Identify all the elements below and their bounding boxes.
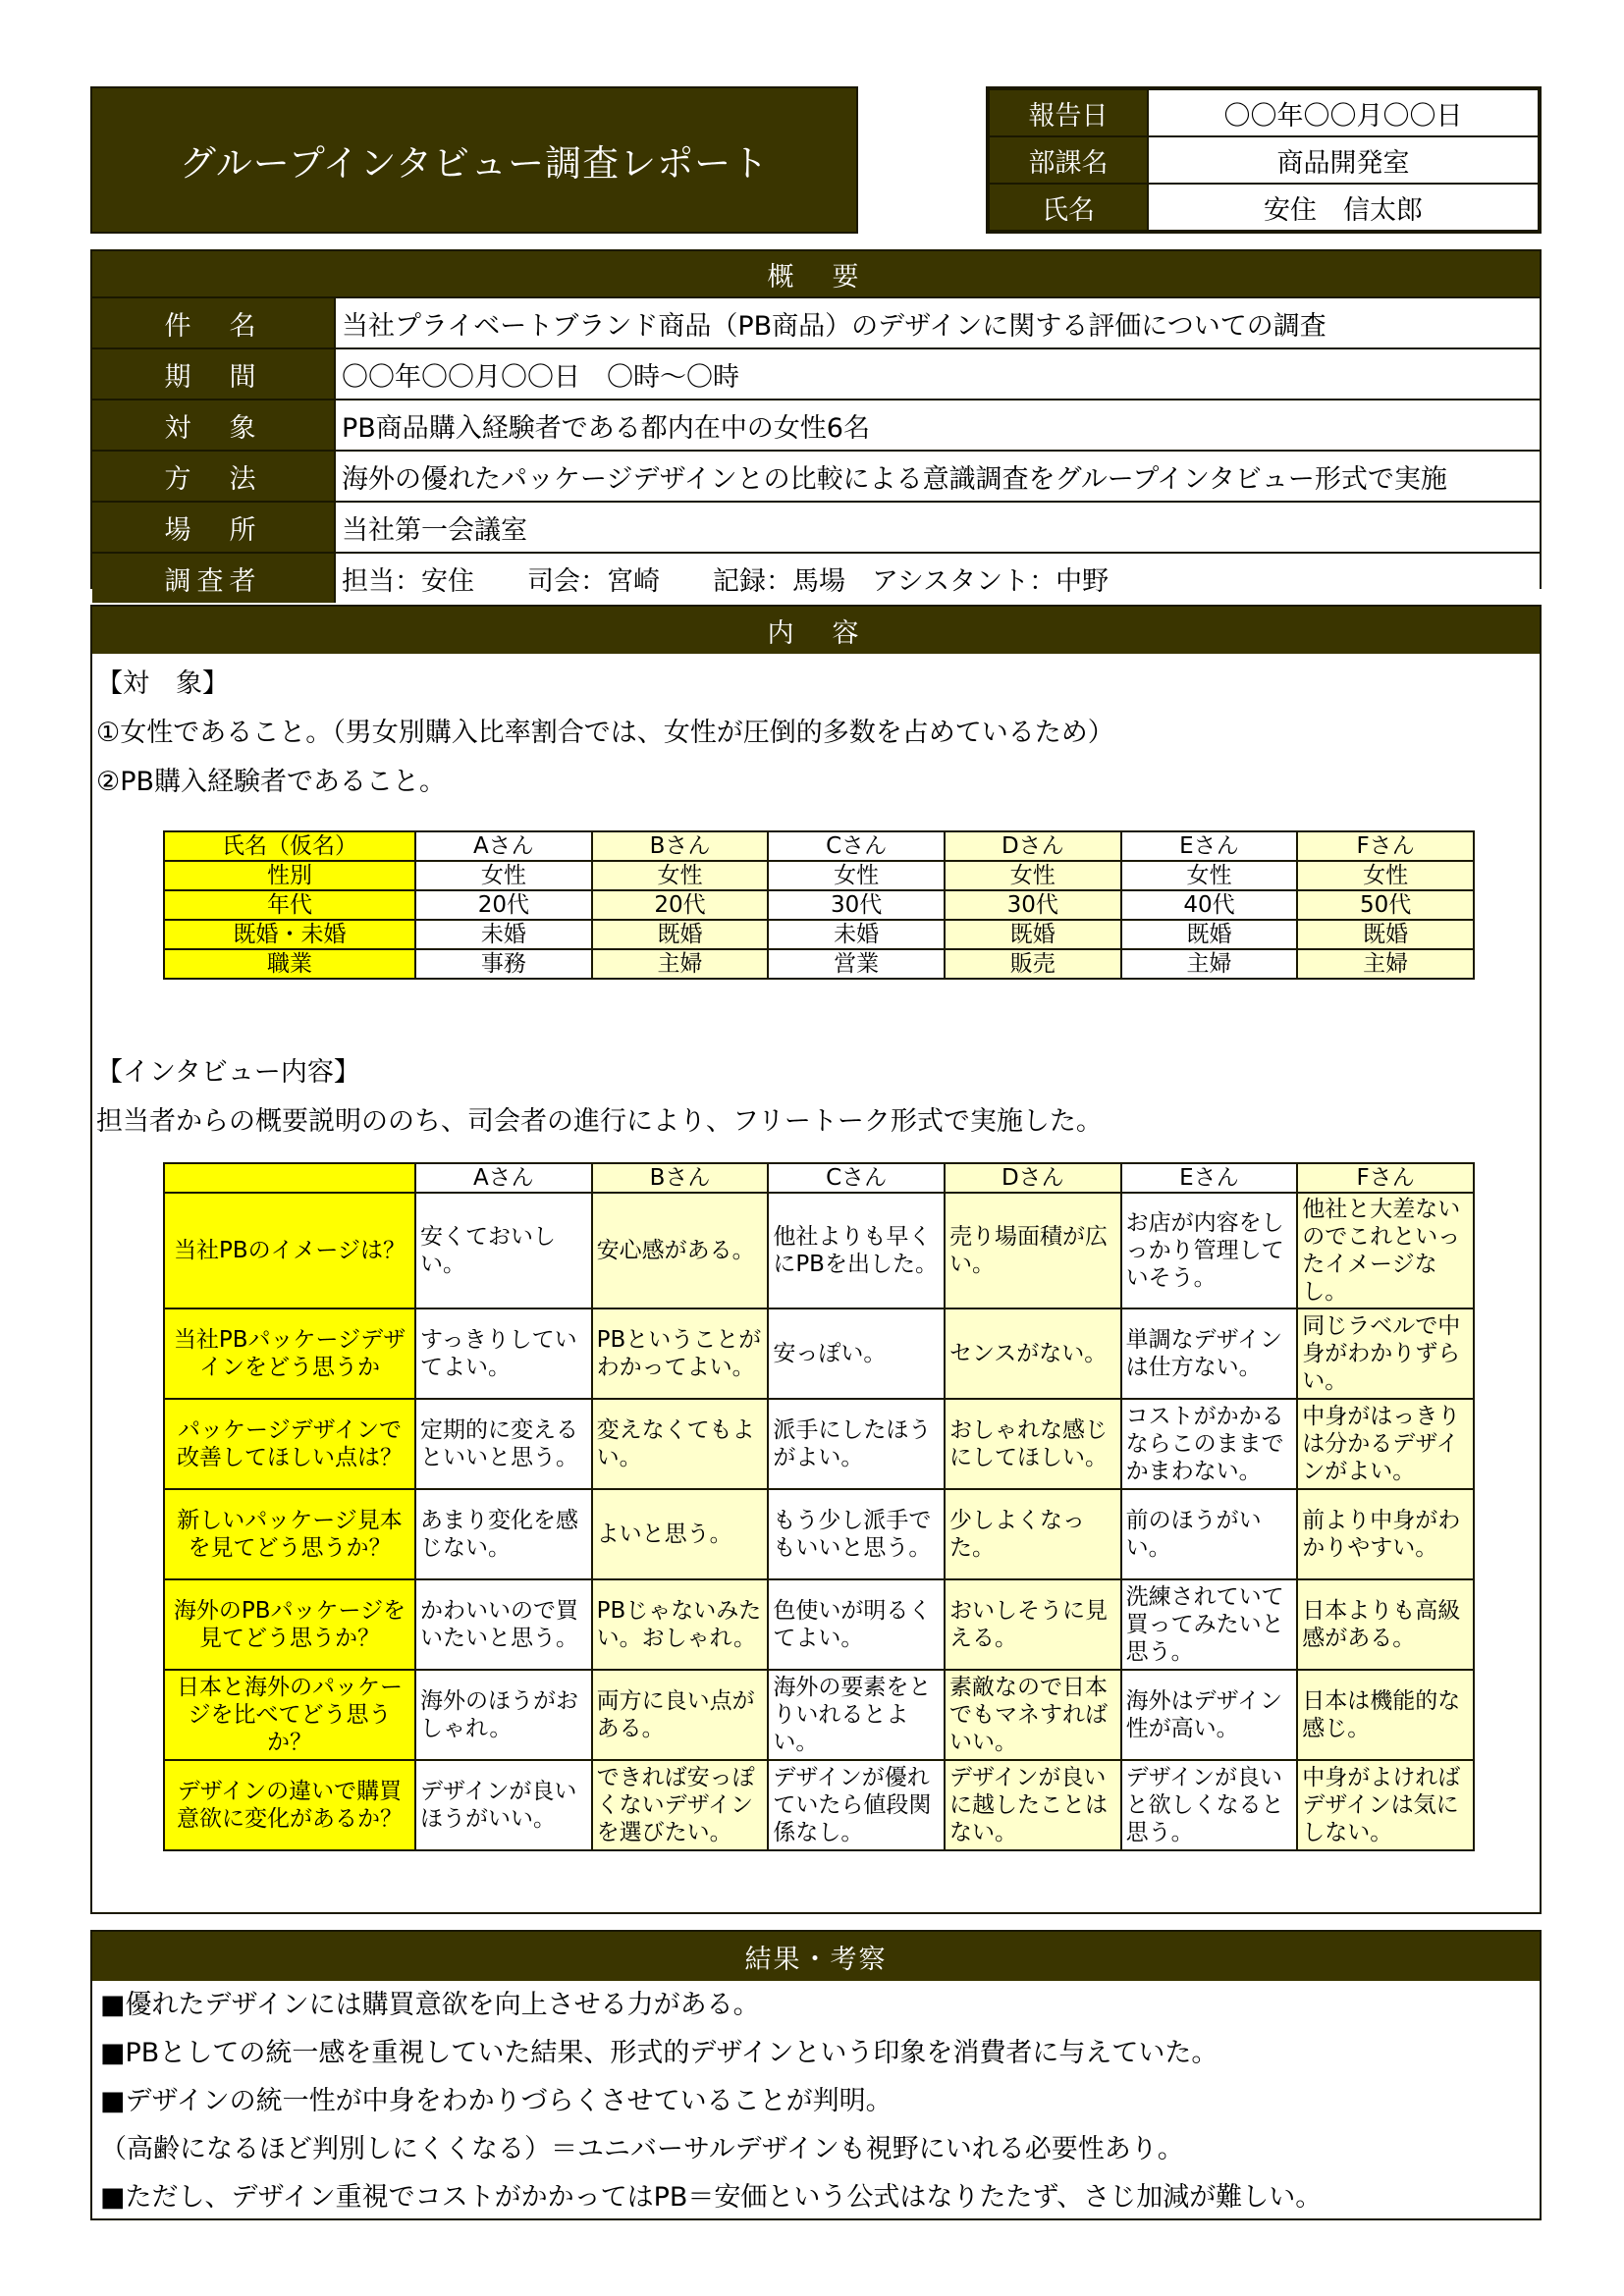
name-label: 氏名	[989, 184, 1148, 231]
profile-cell: 40代	[1121, 890, 1298, 920]
interview-answer: 安っぽい。	[768, 1308, 945, 1399]
table-row	[164, 1308, 1474, 1399]
profile-cell: 販売	[945, 949, 1121, 979]
interview-answer: 素敵なので日本でもマネすればいい。	[945, 1670, 1121, 1760]
profile-cell: 既婚	[945, 920, 1121, 949]
profile-cell: 20代	[592, 890, 769, 920]
interview-answer: 安心感がある。	[592, 1193, 769, 1308]
table-row	[164, 1670, 1474, 1760]
summary-label: 期 間	[164, 361, 262, 393]
profile-cell: 20代	[415, 890, 592, 920]
profile-cell: 既婚	[592, 920, 769, 949]
interview-answer: 前より中身がわかりやすい。	[1297, 1489, 1474, 1579]
interview-question: 海外のPBパッケージを見てどう思うか？	[164, 1579, 415, 1670]
profile-row-label: 性別	[164, 861, 415, 890]
table-row	[164, 1760, 1474, 1850]
interview-answer: 単調なデザインは仕方ない。	[1121, 1308, 1298, 1399]
profile-table	[163, 830, 1475, 980]
profile-row-label: 年代	[164, 890, 415, 920]
interview-answer: かわいいので買いたいと思う。	[415, 1579, 592, 1670]
interview-answer: 他社よりも早くにPBを出した。	[768, 1193, 945, 1308]
interview-answer: 派手にしたほうがよい。	[768, 1399, 945, 1489]
target-line: ①女性であること。（男女別購入比率割合では、女性が圧倒的多数を占めているため）	[96, 718, 1114, 748]
profile-cell: Cさん	[768, 831, 945, 861]
profile-cell: 女性	[592, 861, 769, 890]
interview-participant-header: Aさん	[415, 1163, 592, 1193]
interview-answer: 日本よりも高級感がある。	[1297, 1579, 1474, 1670]
interview-answer: 定期的に変えるといいと思う。	[415, 1399, 592, 1489]
table-row	[164, 920, 1474, 949]
interview-answer: 少しよくなった。	[945, 1489, 1121, 1579]
table-row	[164, 1489, 1474, 1579]
table-row	[164, 949, 1474, 979]
profile-cell: 既婚	[1297, 920, 1474, 949]
interview-answer: よいと思う。	[592, 1489, 769, 1579]
interview-question: パッケージデザインで改善してほしい点は？	[164, 1399, 415, 1489]
interview-question: 当社PBパッケージデザインをどう思うか	[164, 1308, 415, 1399]
profile-cell: 50代	[1297, 890, 1474, 920]
summary-label: 対 象	[164, 412, 262, 444]
summary-label: 件 名	[164, 310, 262, 342]
report-info-table	[986, 86, 1542, 234]
interview-answer: デザインが良いほうがいい。	[415, 1760, 592, 1850]
result-line: ■優れたデザインには購買意欲を向上させる力がある。	[100, 1990, 760, 2020]
content-section	[90, 605, 1542, 1914]
interview-answer: 安くておいしい。	[415, 1193, 592, 1308]
summary-label: 方 法	[164, 463, 262, 495]
profile-cell: Bさん	[592, 831, 769, 861]
interview-answer: すっきりしていてよい。	[415, 1308, 592, 1399]
summary-value: 〇〇年〇〇月〇〇日 〇時～〇時	[334, 349, 1540, 399]
interview-answer: 売り場面積が広い。	[945, 1193, 1121, 1308]
profile-cell: 30代	[945, 890, 1121, 920]
table-row	[164, 861, 1474, 890]
content-heading: 内 容	[92, 607, 1540, 654]
interview-participant-header: Cさん	[768, 1163, 945, 1193]
interview-answer: もう少し派手でもいいと思う。	[768, 1489, 945, 1579]
interview-header-row	[164, 1163, 1474, 1193]
profile-header-row	[164, 831, 1474, 861]
summary-section	[90, 249, 1542, 597]
interview-answer: 海外の要素をとりいれるとよい。	[768, 1670, 945, 1760]
interview-answer: デザインが優れていたら値段関係なし。	[768, 1760, 945, 1850]
summary-value: PB商品購入経験者である都内在中の女性6名	[334, 400, 1540, 450]
interview-answer: 変えなくてもよい。	[592, 1399, 769, 1489]
profile-row-label: 既婚・未婚	[164, 920, 415, 949]
profile-cell: 事務	[415, 949, 592, 979]
interview-question: 日本と海外のパッケージを比べてどう思うか？	[164, 1670, 415, 1760]
interview-participant-header: Dさん	[945, 1163, 1121, 1193]
profile-cell: 主婦	[1121, 949, 1298, 979]
interview-answer: お店が内容をしっかり管理していそう。	[1121, 1193, 1298, 1308]
interview-answer: 中身がよければデザインは気にしない。	[1297, 1760, 1474, 1850]
profile-cell: 既婚	[1121, 920, 1298, 949]
interview-answer: デザインが良いと欲しくなると思う。	[1121, 1760, 1298, 1850]
department-value: 商品開発室	[1148, 136, 1539, 184]
interview-question: デザインの違いで購買意欲に変化があるか？	[164, 1760, 415, 1850]
summary-row	[92, 552, 1540, 603]
interview-answer: おいしそうに見える。	[945, 1579, 1121, 1670]
interview-answer: 中身がはっきりは分かるデザインがよい。	[1297, 1399, 1474, 1489]
interview-answer: あまり変化を感じない。	[415, 1489, 592, 1579]
profile-cell: Dさん	[945, 831, 1121, 861]
table-row	[164, 890, 1474, 920]
result-line: （高齢になるほど判別しにくくなる）＝ユニバーサルデザインも視野にいれる必要性あり。	[100, 2134, 1184, 2164]
profile-cell: 女性	[415, 861, 592, 890]
interview-answer: 海外はデザイン性が高い。	[1121, 1670, 1298, 1760]
summary-row	[92, 450, 1540, 501]
interview-answer: 色使いが明るくてよい。	[768, 1579, 945, 1670]
profile-cell: 女性	[768, 861, 945, 890]
results-section	[90, 1930, 1542, 2220]
interview-table	[163, 1162, 1475, 1851]
target-line: ②PB購入経験者であること。	[96, 767, 447, 797]
result-line: ■PBとしての統一感を重視していた結果、形式的デザインという印象を消費者に与えていた。	[100, 2038, 1218, 2068]
table-row	[164, 1579, 1474, 1670]
result-line: ■デザインの統一性が中身をわかりづらくさせていることが判明。	[100, 2086, 893, 2116]
interview-question: 当社PBのイメージは？	[164, 1193, 415, 1308]
table-row	[164, 1193, 1474, 1308]
name-value: 安住 信太郎	[1148, 184, 1539, 231]
results-heading: 結果・考察	[92, 1932, 1540, 1981]
summary-row	[92, 399, 1540, 450]
interview-heading: 【インタビュー内容】	[96, 1057, 360, 1088]
interview-answer: PBということがわかってよい。	[592, 1308, 769, 1399]
profile-cell: 女性	[1121, 861, 1298, 890]
interview-question: 新しいパッケージ見本を見てどう思うか？	[164, 1489, 415, 1579]
interview-answer: デザインが良いに越したことはない。	[945, 1760, 1121, 1850]
interview-corner-cell	[164, 1163, 415, 1193]
interview-answer: 洗練されていて買ってみたいと思う。	[1121, 1579, 1298, 1670]
profile-cell: 女性	[1297, 861, 1474, 890]
profile-row-label: 職業	[164, 949, 415, 979]
interview-answer: おしゃれな感じにしてほしい。	[945, 1399, 1121, 1489]
summary-row	[92, 347, 1540, 399]
profile-cell: Eさん	[1121, 831, 1298, 861]
interview-answer: センスがない。	[945, 1308, 1121, 1399]
profile-cell: Fさん	[1297, 831, 1474, 861]
report-title: グループインタビュー調査レポート	[90, 86, 858, 234]
summary-value: 当社プライベートブランド商品（PB商品）のデザインに関する評価についての調査	[334, 298, 1540, 347]
interview-participant-header: Eさん	[1121, 1163, 1298, 1193]
department-label: 部課名	[989, 136, 1148, 184]
interview-description: 担当者からの概要説明ののち、司会者の進行により、フリートーク形式で実施した。	[96, 1106, 1103, 1137]
table-row	[164, 1399, 1474, 1489]
interview-answer: 海外のほうがおしゃれ。	[415, 1670, 592, 1760]
profile-cell: 未婚	[415, 920, 592, 949]
interview-answer: 日本は機能的な感じ。	[1297, 1670, 1474, 1760]
profile-cell: 主婦	[592, 949, 769, 979]
target-heading: 【対 象】	[96, 668, 229, 699]
interview-answer: 同じラベルで中身がわかりずらい。	[1297, 1308, 1474, 1399]
profile-cell: 主婦	[1297, 949, 1474, 979]
interview-answer: PBじゃないみたい。おしゃれ。	[592, 1579, 769, 1670]
profile-cell: 未婚	[768, 920, 945, 949]
profile-cell: 営業	[768, 949, 945, 979]
profile-cell: 女性	[945, 861, 1121, 890]
summary-row	[92, 296, 1540, 347]
summary-value: 当社第一会議室	[334, 503, 1540, 552]
interview-answer: 他社と大差ないのでこれといったイメージなし。	[1297, 1193, 1474, 1308]
interview-answer: 両方に良い点がある。	[592, 1670, 769, 1760]
profile-cell: Aさん	[415, 831, 592, 861]
report-date-label: 報告日	[989, 89, 1148, 136]
result-line: ■ただし、デザイン重視でコストがかかってはPB＝安価という公式はなりたたず、さじ加減が難しい。	[100, 2182, 1323, 2213]
summary-label: 調査者	[164, 565, 262, 597]
summary-row	[92, 501, 1540, 552]
report-date-value: 〇〇年〇〇月〇〇日	[1148, 89, 1539, 136]
interview-answer: 前のほうがいい。	[1121, 1489, 1298, 1579]
summary-value: 担当：安住 司会：宮崎 記録：馬場 アシスタント：中野	[334, 554, 1540, 603]
profile-cell: 30代	[768, 890, 945, 920]
profile-row-label: 氏名（仮名）	[164, 831, 415, 861]
summary-label: 場 所	[164, 514, 262, 546]
summary-heading: 概 要	[92, 251, 1540, 296]
interview-participant-header: Fさん	[1297, 1163, 1474, 1193]
interview-participant-header: Bさん	[592, 1163, 769, 1193]
interview-answer: コストがかかるならこのままでかまわない。	[1121, 1399, 1298, 1489]
summary-value: 海外の優れたパッケージデザインとの比較による意識調査をグループインタビュー形式で実施	[334, 452, 1540, 501]
interview-answer: できれば安っぽくないデザインを選びたい。	[592, 1760, 769, 1850]
